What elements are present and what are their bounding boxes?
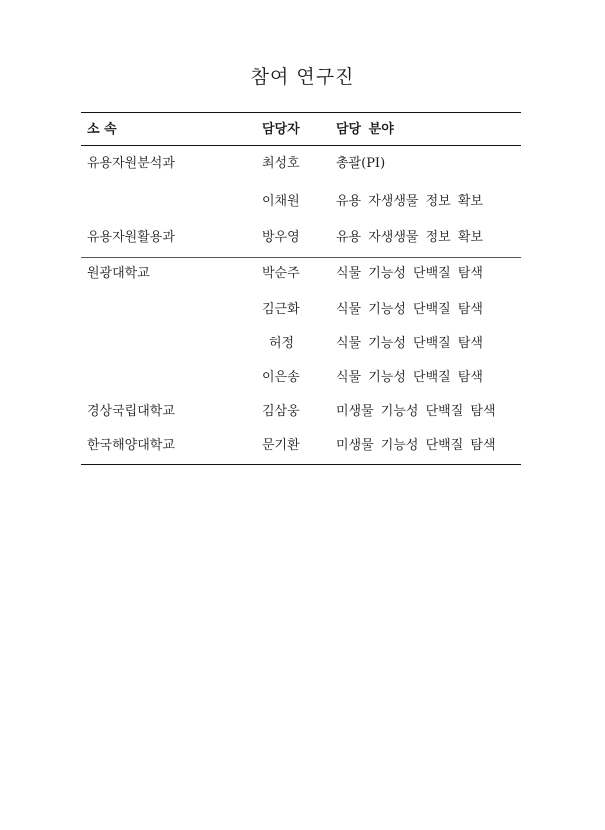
row-field: 미생물 기능성 단백질 탐색 [336, 438, 496, 453]
header-divider [81, 145, 521, 146]
header-name: 담당자 [262, 122, 300, 137]
row-field: 식물 기능성 단백질 탐색 [336, 336, 483, 351]
researcher-table [81, 112, 521, 465]
row-org: 유용자원활용과 [87, 230, 175, 245]
row-field: 식물 기능성 단백질 탐색 [336, 266, 483, 281]
page-title: 참여 연구진 [250, 66, 355, 88]
row-field: 식물 기능성 단백질 탐색 [336, 302, 483, 317]
row-name: 이채원 [262, 194, 300, 209]
row-name: 문기환 [262, 438, 300, 453]
row-org: 경상국립대학교 [87, 404, 175, 419]
row-org: 한국해양대학교 [87, 438, 175, 453]
row-name: 김삼웅 [262, 404, 300, 419]
row-field: 식물 기능성 단백질 탐색 [336, 370, 483, 385]
row-org: 원광대학교 [87, 266, 150, 281]
row-org: 유용자원분석과 [87, 156, 175, 171]
row-field: 유용 자생생물 정보 확보 [336, 230, 483, 245]
row-name: 허정 [269, 336, 295, 351]
group-divider [81, 257, 521, 258]
row-name: 김근화 [262, 302, 300, 317]
row-name: 최성호 [262, 156, 300, 171]
row-field: 미생물 기능성 단백질 탐색 [336, 404, 496, 419]
header-field: 담당 분야 [336, 122, 394, 137]
row-field: 유용 자생생물 정보 확보 [336, 194, 483, 209]
row-name: 이은송 [262, 370, 300, 385]
row-name: 박순주 [262, 266, 300, 281]
header-org: 소 속 [87, 122, 117, 137]
row-field: 총괄(PI) [336, 156, 386, 171]
row-name: 방우영 [262, 230, 300, 245]
